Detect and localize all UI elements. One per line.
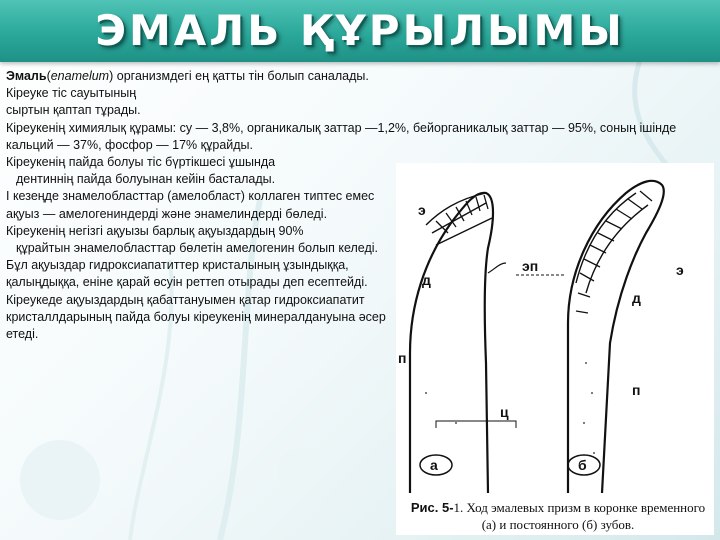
- label-e-right: э: [676, 262, 684, 278]
- enamel-prism-figure: [396, 163, 714, 535]
- label-p-right: п: [632, 382, 641, 398]
- tooth-a-enamel: [426, 193, 492, 245]
- text-line: сыртын қаптап тұрады.: [6, 103, 141, 118]
- title-band: [0, 0, 720, 62]
- text-line: дентиннің пайда болуынан кейін басталады.: [16, 172, 276, 187]
- text-paragraph: І кезеңде знамелобласттар (амелобласт) коллаген типтес емес ақуыз — амелогениндерді және энамелиндерді бөледі.: [6, 189, 375, 221]
- dentin-dots: [425, 362, 595, 454]
- text-line: Кіреуке тіс сауытының: [6, 86, 137, 101]
- intro-rest: организмдегі ең қатты тін болып саналады.: [113, 69, 369, 83]
- term-latin: enamelum: [50, 69, 110, 83]
- term-enamel: Эмаль: [6, 69, 47, 83]
- label-ts: ц: [500, 404, 509, 420]
- label-e-left: э: [418, 202, 426, 218]
- figure-caption: [408, 499, 708, 533]
- intro-paragraph: Эмаль(enamelum) организмдегі ең қатты тін болып саналады.: [6, 69, 369, 83]
- tooth-b-outline: [568, 181, 664, 493]
- text-paragraph: құрайтын энамелобласттар бөлетін амелогенин болып келеді.: [16, 241, 379, 256]
- label-d-right: д: [632, 290, 641, 306]
- chemistry-paragraph: Кіреукенің химиялық құрамы: су — 3,8%, органикалық заттар —1,2%, бейорганикалық заттар — 95%, соның ішінде кальций — 37%, фосфор — 17% құрайды.: [6, 120, 677, 152]
- label-a: а: [430, 457, 438, 473]
- caption-text: 1. Ход эмалевых призм в коронке временного (а) и постоянного (б) зубов.: [453, 500, 706, 532]
- page-title: ЭМАЛЬ ҚҰРЫЛЫМЫ: [95, 6, 625, 55]
- label-ep: эп: [522, 258, 539, 274]
- tooth-diagram: [396, 163, 714, 535]
- text-line: Кіреукенің негізгі ақуызы барлық ақуыздардың 90%: [6, 223, 304, 238]
- text-paragraph: Бұл ақуыздар гидроксиапатиттер кристалының ұзындыққа, қалыңдыққа, еніне қарай өсуін реттеп отырады деп есептейді. Кіреукеде ақуыздардың қабаттануымен қатар гидроксиапатит кристаллдарының пайда болуы кіреукенің минералдануына әсер етеді.: [6, 258, 386, 342]
- text-line: Кіреукенің пайда болуы тіс бүртікшесі ұшында: [6, 155, 276, 170]
- label-b: б: [578, 457, 587, 473]
- caption-prefix: Рис. 5-: [410, 500, 454, 515]
- label-d-left: д: [422, 272, 431, 288]
- label-p-left: п: [398, 350, 407, 366]
